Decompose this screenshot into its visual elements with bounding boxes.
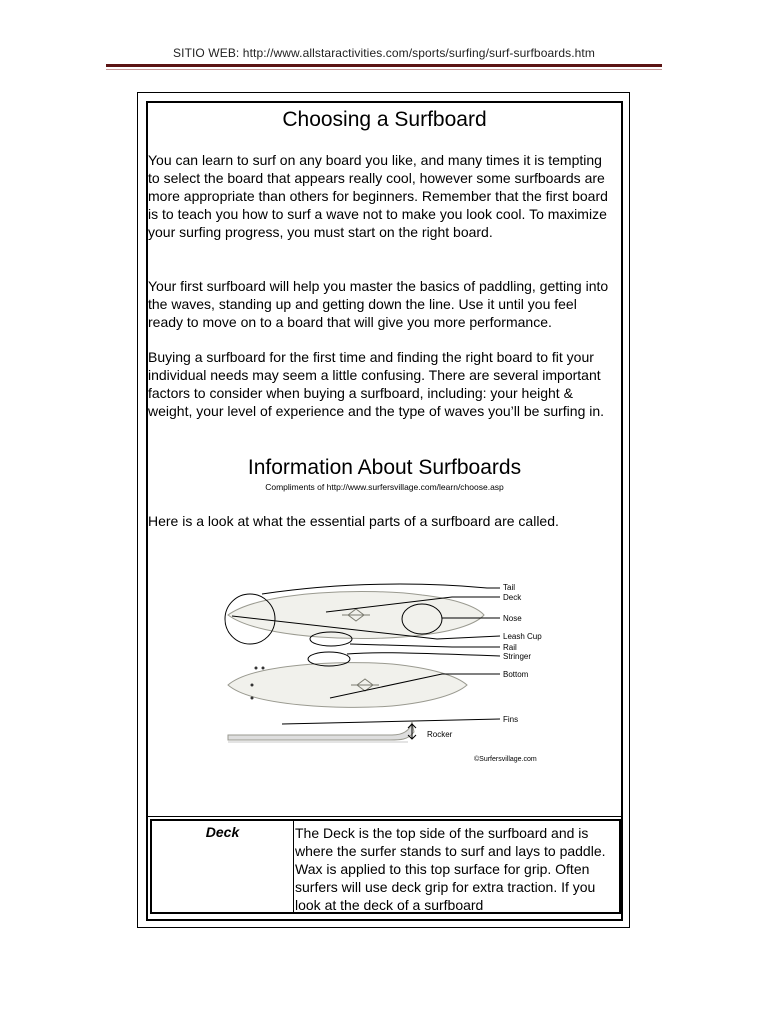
paragraph-buying: Buying a surfboard for the first time and finding the right board to fit your individual needs may seem a little confusing. There are several important factors to consider when buying a surfboard, including: your height & weight, your level of experience and the type of waves you’ll be surfing in. xyxy=(148,349,605,419)
section-divider xyxy=(148,816,621,817)
surfboard-side-view xyxy=(228,722,414,740)
diagram-copyright: ©Surfersvillage.com xyxy=(474,756,537,763)
header-rule-dark xyxy=(106,64,662,67)
header-rule-light xyxy=(106,69,662,70)
label-fins: Fins xyxy=(503,715,519,724)
surfboard-bottom-view xyxy=(228,663,467,708)
parts-table xyxy=(150,819,621,914)
source-url-header: SITIO WEB: http://www.allstaractivities.com/sports/surfing/surf-surfboards.htm xyxy=(173,46,595,60)
source-credit: Compliments of http://www.surfersvillage.com/learn/choose.asp xyxy=(265,482,504,492)
label-leash-cup: Leash Cup xyxy=(503,632,542,641)
table-definition-deck: The Deck is the top side of the surfboard and is where the surfer stands to surf and lays to paddle. Wax is applied to this top surface for grip. Often surfers will use deck grip for extra traction. If you look at the deck of a surfboard xyxy=(295,825,606,913)
table-column-divider xyxy=(293,821,294,912)
section-title-choosing: Choosing a Surfboard xyxy=(282,108,487,131)
diagram-intro-text: Here is a look at what the essential parts of a surfboard are called. xyxy=(148,513,559,529)
label-nose: Nose xyxy=(503,614,522,623)
label-rail: Rail xyxy=(503,643,517,652)
table-term-deck: Deck xyxy=(205,824,240,840)
label-tail: Tail xyxy=(503,583,516,592)
surfboard-parts-diagram xyxy=(222,572,552,772)
section-title-information: Information About Surfboards xyxy=(247,456,522,479)
label-deck: Deck xyxy=(503,593,522,602)
label-rocker: Rocker xyxy=(427,730,453,739)
label-stringer: Stringer xyxy=(503,652,532,661)
paragraph-first-board: Your first surfboard will help you master the basics of paddling, getting into the waves, standing up and getting down the line. Use it until you feel ready to move on to a board that will give you more performance. xyxy=(148,278,609,330)
label-bottom: Bottom xyxy=(503,670,529,679)
paragraph-intro: You can learn to surf on any board you like, and many times it is tempting to select the board that appears really cool, however some surfboards are more appropriate than others for beginners. Remember that the first board is to teach you how to surf a wave not to make you look cool. To maximize your surfing progress, you must start on the right board. xyxy=(148,152,608,240)
